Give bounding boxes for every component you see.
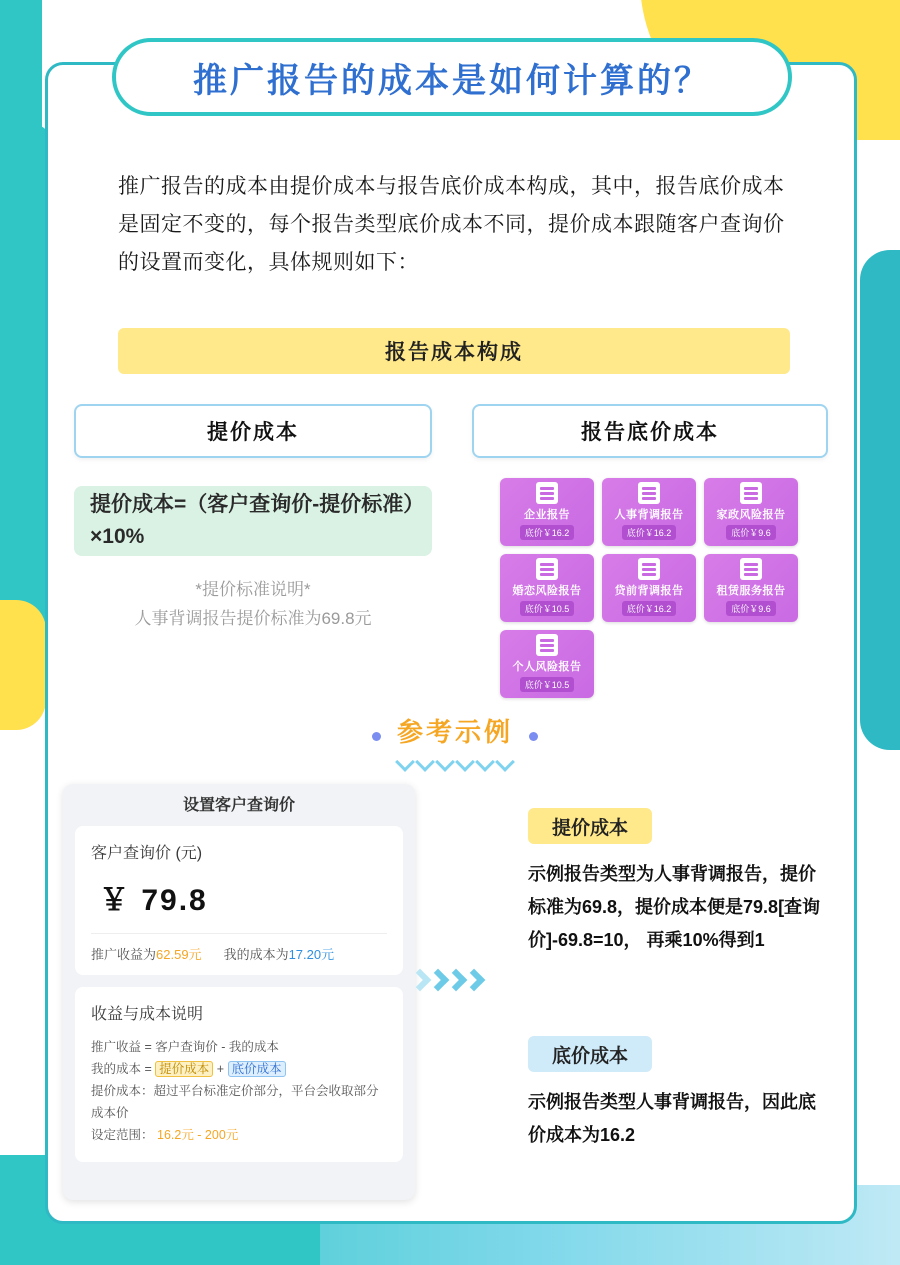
report-base-price: 底价￥16.2 — [520, 525, 575, 540]
report-base-price: 底价￥16.2 — [622, 601, 677, 616]
explanation-base-cost: 示例报告类型人事背调报告，因此底价成本为16.2 — [528, 1092, 816, 1145]
formula-note-line-2: 人事背调报告提价标准为69.8元 — [134, 609, 372, 628]
report-type-label: 家政风险报告 — [716, 509, 786, 521]
formula-box: 提价成本=（客户查询价-提价标准）×10% — [74, 486, 432, 556]
column-head-base-cost: 报告底价成本 — [472, 404, 828, 458]
arrow-right-icon — [463, 969, 486, 992]
chevron-down-icon — [415, 752, 435, 772]
range-value: 16.2元 - 200元 — [157, 1128, 239, 1142]
report-type-label: 婚恋风险报告 — [512, 585, 582, 597]
reference-example-header — [330, 712, 580, 769]
report-type-chip[interactable] — [500, 630, 594, 698]
page-title: 推广报告的成本是如何计算的？ — [193, 61, 711, 100]
reference-example-title: 参考示例 — [396, 717, 513, 747]
report-type-label: 贷前背调报告 — [614, 585, 684, 597]
desc-line2-plus: + — [216, 1062, 225, 1076]
intro-paragraph: 推广报告的成本由提价成本与报告底价成本构成，其中，报告底价成本是固定不变的，每个报告类型底价成本不同，提价成本跟随客户查询价的设置而变化，具体规则如下： — [118, 175, 785, 274]
formula-note-line-1: *提价标准说明* — [195, 580, 311, 599]
query-price-label: 客户查询价 (元) — [91, 845, 203, 862]
description-line-3: 提价成本：超过平台标准定价部分，平台会收取部分成本价 — [91, 1084, 379, 1120]
report-base-price: 底价￥16.2 — [622, 525, 677, 540]
base-cost-highlight: 底价成本 — [228, 1061, 286, 1077]
dot-right-icon — [529, 732, 538, 741]
my-cost-label: 我的成本为 — [223, 947, 289, 962]
explanation-markup-cost: 示例报告类型为人事背调报告，提价标准为69.8，提价成本便是79.8[查询价]-69.8=10， 再乘10%得到1 — [528, 864, 821, 950]
report-base-price: 底价￥10.5 — [520, 601, 575, 616]
section-banner: 报告成本构成 — [118, 328, 790, 374]
description-line-1: 推广收益 = 客户查询价 - 我的成本 — [91, 1040, 279, 1054]
query-price-value-row[interactable] — [99, 875, 387, 919]
report-base-price: 底价￥9.6 — [726, 525, 776, 540]
report-type-chip[interactable] — [704, 554, 798, 622]
document-check-icon — [638, 558, 660, 580]
report-type-chip[interactable] — [704, 478, 798, 546]
description-title: 收益与成本说明 — [91, 1006, 204, 1023]
chevron-down-icon — [495, 752, 515, 772]
house-yen-icon — [740, 558, 762, 580]
heart-shield-icon — [536, 558, 558, 580]
house-key-icon — [740, 482, 762, 504]
report-type-label: 人事背调报告 — [614, 509, 684, 521]
chevron-down-icon — [455, 752, 475, 772]
query-price-value: 79.8 — [141, 884, 208, 917]
phone-screen-title: 设置客户查询价 — [182, 796, 295, 814]
description-card — [75, 987, 403, 1162]
id-card-icon — [536, 634, 558, 656]
phone-mockup — [63, 784, 415, 1200]
column-head-markup-cost: 提价成本 — [74, 404, 432, 458]
report-type-chip[interactable] — [500, 554, 594, 622]
income-cost-row — [91, 933, 387, 963]
document-person-icon — [536, 482, 558, 504]
promotion-income-value: 62.59元 — [156, 947, 202, 962]
query-price-card — [75, 826, 403, 975]
teal-shape-right — [860, 250, 900, 750]
report-type-chip-list — [500, 478, 800, 698]
report-base-price: 底价￥10.5 — [520, 677, 575, 692]
range-label: 设定范围： — [91, 1128, 154, 1142]
arrow-right-icon-group — [412, 972, 482, 988]
page-title-pill — [112, 38, 792, 116]
report-type-chip[interactable] — [602, 554, 696, 622]
promotion-income — [91, 944, 202, 963]
report-type-label: 个人风险报告 — [512, 661, 582, 673]
report-base-price: 底价￥9.6 — [726, 601, 776, 616]
formula-note — [74, 575, 432, 633]
desc-line2-prefix: 我的成本 = — [91, 1062, 152, 1076]
tag-base-cost: 底价成本 — [528, 1036, 652, 1072]
report-type-chip[interactable] — [602, 478, 696, 546]
chevron-down-icon-row — [330, 755, 580, 769]
report-type-chip[interactable] — [500, 478, 594, 546]
markup-cost-highlight: 提价成本 — [155, 1061, 213, 1077]
description-line-2 — [91, 1058, 387, 1080]
dot-left-icon — [372, 732, 381, 741]
chevron-down-icon — [395, 752, 415, 772]
report-type-label: 租赁服务报告 — [716, 585, 786, 597]
my-cost-value: 17.20元 — [288, 947, 335, 962]
currency-symbol: ￥ — [99, 884, 131, 917]
tag-markup-cost: 提价成本 — [528, 808, 652, 844]
promotion-income-label: 推广收益为 — [91, 947, 157, 962]
description-line-4 — [91, 1124, 387, 1146]
person-clipboard-icon — [638, 482, 660, 504]
chevron-down-icon — [435, 752, 455, 772]
report-type-label: 企业报告 — [524, 509, 570, 521]
my-cost — [224, 944, 335, 963]
yellow-shape-left — [0, 600, 46, 730]
chevron-down-icon — [475, 752, 495, 772]
